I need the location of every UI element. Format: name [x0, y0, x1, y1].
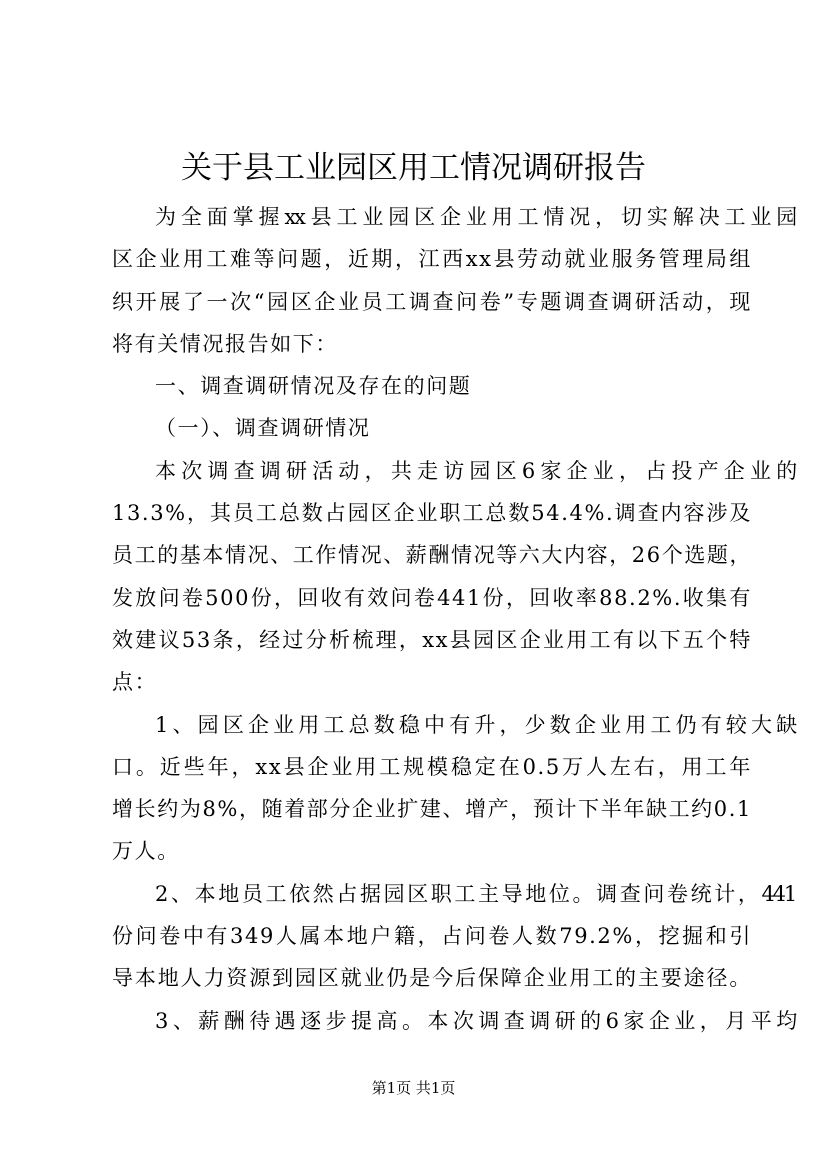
- paragraph-line: 为全面掌握xx县工业园区企业用工情况，切实解决工业园: [155, 205, 796, 229]
- paragraph-line: 导本地人力资源到园区就业仍是今后保障企业用工的主要途径。: [112, 966, 752, 991]
- paragraph-line: 口。近些年，xx县企业用工规模稳定在0.5万人左右，用工年: [112, 754, 752, 779]
- paragraph-line: 区企业用工难等问题，近期，江西xx县劳动就业服务管理局组: [112, 247, 752, 272]
- paragraph-line: 2、本地员工依然占据园区职工主导地位。调查问卷统计，441: [155, 881, 795, 906]
- document-title: 关于县工业园区用工情况调研报告: [181, 150, 646, 186]
- paragraph-line: 将有关情况报告如下：: [112, 331, 338, 356]
- page-footer: 第1页 共1页: [371, 1079, 456, 1097]
- paragraph-line: 点：: [112, 670, 158, 695]
- section-heading: 一、调查调研情况及存在的问题: [155, 374, 472, 399]
- paragraph-line: 份问卷中有349人属本地户籍，占问卷人数79.2%，挖掘和引: [112, 924, 752, 949]
- document-body: [112, 196, 796, 1042]
- paragraph-line: 本次调查调研活动，共走访园区6家企业，占投产企业的: [155, 458, 795, 483]
- subsection-heading: （一）、调查调研情况: [155, 416, 371, 441]
- paragraph-line: 发放问卷500份，回收有效问卷441份，回收率88.2%.收集有: [112, 585, 752, 610]
- paragraph-line: 1、园区企业用工总数稳中有升，少数企业用工仍有较大缺: [155, 712, 795, 737]
- paragraph-line: 万人。: [112, 839, 180, 864]
- paragraph-line: 员工的基本情况、工作情况、薪酬情况等六大内容，26个选题，: [112, 543, 753, 568]
- paragraph-line: 织开展了一次“园区企业员工调查问卷”专题调查调研活动，现: [112, 289, 752, 314]
- paragraph-line: 增长约为8%，随着部分企业扩建、增产，预计下半年缺工约0.1: [112, 797, 752, 822]
- paragraph-line: 3、薪酬待遇逐步提高。本次调查调研的6家企业，月平均: [155, 1008, 795, 1033]
- paragraph-line: 效建议53条，经过分析梳理，xx县园区企业用工有以下五个特: [112, 627, 752, 652]
- paragraph-line: 13.3%，其员工总数占园区企业职工总数54.4%.调查内容涉及: [112, 501, 752, 526]
